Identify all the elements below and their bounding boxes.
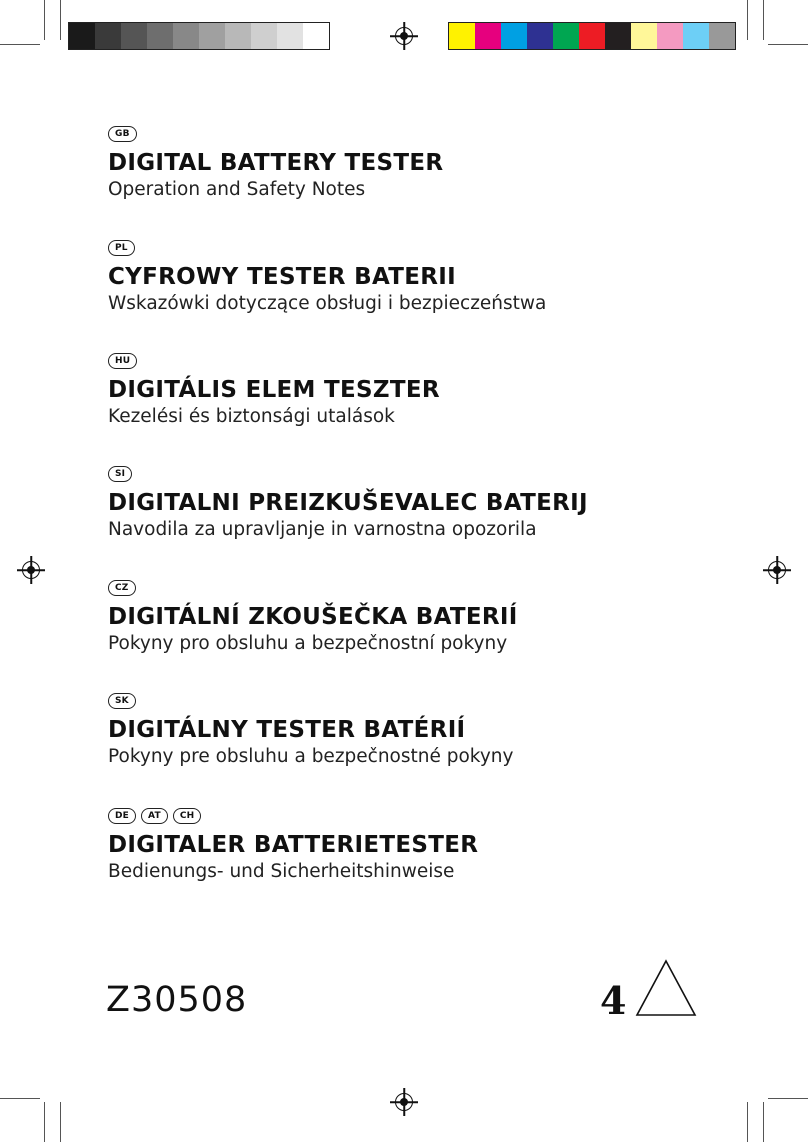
warning-triangle-icon <box>634 958 698 1018</box>
language-section <box>108 240 546 316</box>
color-swatch <box>631 23 657 49</box>
product-title: CYFROWY TESTER BATERII <box>108 264 456 290</box>
crop-mark <box>60 1102 61 1142</box>
country-badges <box>108 693 513 709</box>
language-section <box>108 466 588 542</box>
product-title: DIGITALER BATTERIETESTER <box>108 832 479 858</box>
product-subtitle: Pokyny pre obsluhu a bezpečnostné pokyny <box>108 746 514 767</box>
product-subtitle: Operation and Safety Notes <box>108 179 366 200</box>
color-swatch <box>527 23 553 49</box>
product-title: DIGITÁLIS ELEM TESZTER <box>108 377 440 403</box>
crop-mark <box>44 1102 45 1142</box>
color-swatch <box>449 23 475 49</box>
gray-swatch <box>121 23 147 49</box>
crop-mark <box>763 0 764 40</box>
country-badges <box>108 580 518 596</box>
product-title: DIGITALNI PREIZKUŠEVALEC BATERIJ <box>108 490 588 516</box>
gray-swatch <box>225 23 251 49</box>
gray-swatch <box>303 23 329 49</box>
crop-mark <box>768 1098 808 1099</box>
country-code-badge: PL <box>108 240 135 256</box>
product-title: DIGITAL BATTERY TESTER <box>108 150 444 176</box>
gray-swatch <box>277 23 303 49</box>
language-section <box>108 126 443 202</box>
crop-mark <box>44 0 45 40</box>
country-code-badge: HU <box>108 353 137 369</box>
language-section <box>108 580 518 656</box>
color-swatch <box>553 23 579 49</box>
product-subtitle: Bedienungs- und Sicherheitshinweise <box>108 861 455 882</box>
registration-mark-icon <box>768 561 786 579</box>
crop-mark <box>0 44 40 45</box>
country-code-badge: DE <box>108 808 136 824</box>
product-subtitle: Navodila za upravljanje in varnostna opozorila <box>108 519 537 540</box>
product-subtitle: Pokyny pro obsluhu a bezpečnostní pokyny <box>108 633 508 654</box>
color-swatch <box>683 23 709 49</box>
color-swatch <box>579 23 605 49</box>
color-swatch <box>475 23 501 49</box>
page-number: 4 <box>600 978 627 1023</box>
product-title: DIGITÁLNÍ ZKOUŠEČKA BATERIÍ <box>108 604 518 630</box>
crop-mark <box>747 0 748 40</box>
country-code-badge: CZ <box>108 580 136 596</box>
country-badges <box>108 240 546 256</box>
country-badges <box>108 808 478 824</box>
registration-mark-icon <box>395 27 413 45</box>
color-swatch <box>501 23 527 49</box>
language-section <box>108 808 478 884</box>
product-title: DIGITÁLNY TESTER BATÉRIÍ <box>108 717 466 743</box>
gray-swatch <box>173 23 199 49</box>
country-badges <box>108 126 443 142</box>
country-badges <box>108 466 588 482</box>
registration-mark-icon <box>395 1093 413 1111</box>
model-number: Z30508 <box>106 980 248 1020</box>
country-code-badge: CH <box>173 808 202 824</box>
grayscale-calibration-bar <box>68 22 330 50</box>
country-code-badge: SI <box>108 466 132 482</box>
color-swatch <box>605 23 631 49</box>
crop-mark <box>763 1102 764 1142</box>
language-section <box>108 353 440 429</box>
crop-mark <box>768 44 808 45</box>
country-badges <box>108 353 440 369</box>
color-swatch <box>657 23 683 49</box>
country-code-badge: GB <box>108 126 137 142</box>
country-code-badge: SK <box>108 693 136 709</box>
gray-swatch <box>199 23 225 49</box>
country-code-badge: AT <box>141 808 168 824</box>
gray-swatch <box>69 23 95 49</box>
crop-mark <box>0 1098 40 1099</box>
gray-swatch <box>95 23 121 49</box>
crop-mark <box>60 0 61 40</box>
registration-mark-icon <box>22 561 40 579</box>
language-section <box>108 693 513 769</box>
color-calibration-bar <box>448 22 736 50</box>
product-subtitle: Wskazówki dotyczące obsługi i bezpieczeństwa <box>108 293 547 314</box>
gray-swatch <box>147 23 173 49</box>
color-swatch <box>709 23 735 49</box>
gray-swatch <box>251 23 277 49</box>
product-subtitle: Kezelési és biztonsági utalások <box>108 406 395 427</box>
crop-mark <box>747 1102 748 1142</box>
